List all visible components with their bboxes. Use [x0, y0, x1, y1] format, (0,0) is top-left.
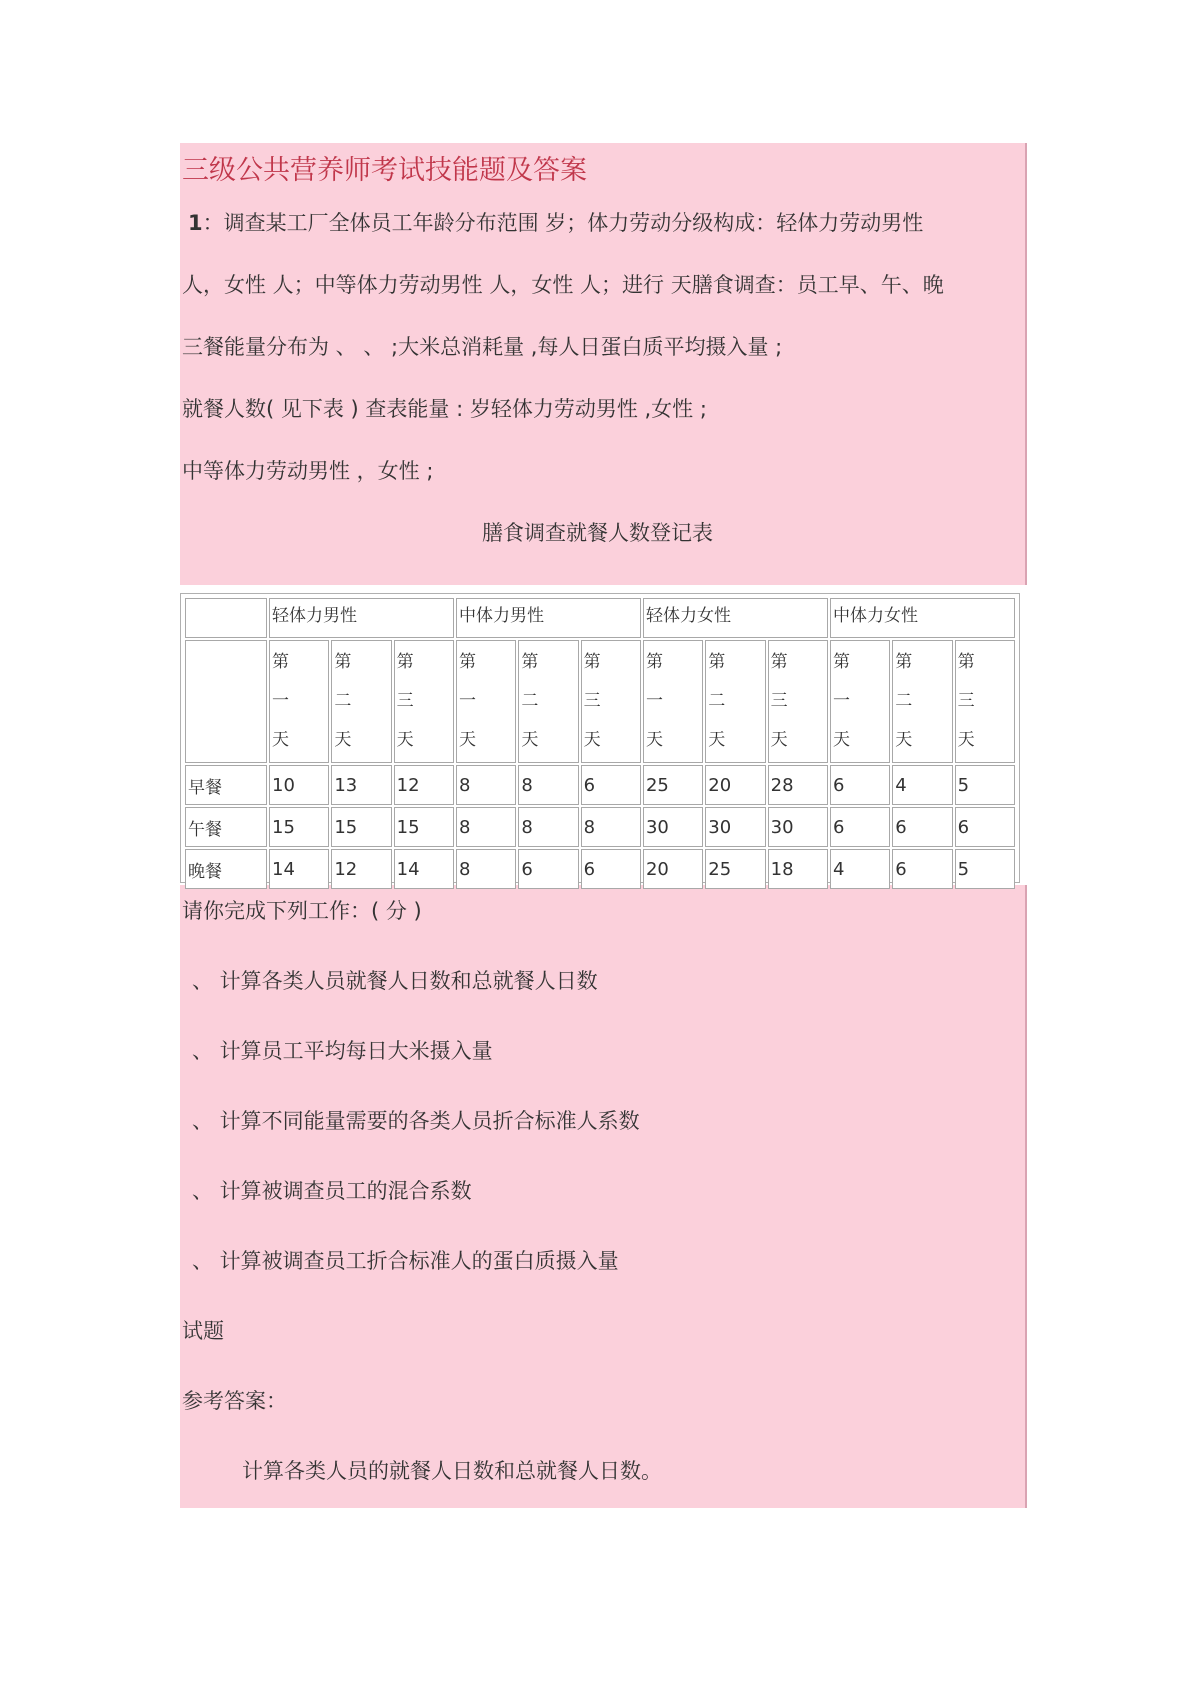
question-line-3: 三餐能量分布为 、 、 ;大米总消耗量 ,每人日蛋白质平均摄入量 ; — [182, 335, 783, 359]
tasks-intro: 请你完成下列工作：( 分 ) — [182, 899, 422, 923]
section-label: 试题 — [182, 1319, 224, 1343]
table-cell: 15 — [331, 807, 391, 847]
table-cell: 4 — [830, 849, 890, 889]
table-cell: 6 — [581, 849, 641, 889]
day-header: 第 三 天 — [394, 640, 454, 763]
table-cell: 8 — [518, 765, 578, 805]
table-cell: 12 — [331, 849, 391, 889]
day-header: 第 一 天 — [269, 640, 329, 763]
task-item: 、 计算各类人员就餐人日数和总就餐人日数 — [192, 969, 598, 993]
group-header: 轻体力女性 — [643, 598, 828, 638]
table-cell: 4 — [892, 765, 952, 805]
meal-label: 晚餐 — [185, 849, 267, 889]
table-cell: 15 — [394, 807, 454, 847]
day-header: 第 一 天 — [643, 640, 703, 763]
table-cell: 5 — [955, 765, 1015, 805]
table-cell: 30 — [643, 807, 703, 847]
group-header: 轻体力男性 — [269, 598, 454, 638]
answer-label: 参考答案： — [182, 1389, 287, 1413]
table-cell: 13 — [331, 765, 391, 805]
table-cell: 8 — [456, 807, 516, 847]
question-line-1 — [188, 208, 923, 238]
days-label-cell — [185, 640, 267, 763]
task-item: 、 计算员工平均每日大米摄入量 — [192, 1039, 493, 1063]
day-header: 第 一 天 — [456, 640, 516, 763]
table-cell: 8 — [581, 807, 641, 847]
table-cell: 10 — [269, 765, 329, 805]
answer-first-step: 计算各类人员的就餐人日数和总就餐人日数。 — [242, 1459, 662, 1483]
group-header: 中体力女性 — [830, 598, 1015, 638]
day-header: 第 二 天 — [518, 640, 578, 763]
task-item: 、 计算被调查员工折合标准人的蛋白质摄入量 — [192, 1249, 619, 1273]
table-cell: 8 — [518, 807, 578, 847]
question-line-4: 就餐人数( 见下表 ) 查表能量 : 岁轻体力劳动男性 ,女性 ; — [182, 397, 707, 421]
task-item: 、 计算不同能量需要的各类人员折合标准人系数 — [192, 1109, 640, 1133]
table-row-lunch — [185, 807, 1015, 847]
table-row-breakfast — [185, 765, 1015, 805]
table-header-row — [185, 598, 1015, 638]
day-header: 第 二 天 — [331, 640, 391, 763]
day-header: 第 三 天 — [581, 640, 641, 763]
day-header: 第 一 天 — [830, 640, 890, 763]
table-cell: 8 — [456, 849, 516, 889]
question-text-1: ：调查某工厂全体员工年龄分布范围 岁；体力劳动分级构成：轻体力劳动男性 — [202, 211, 924, 235]
table-corner-cell — [185, 598, 267, 638]
table-days-row — [185, 640, 1015, 763]
day-header: 第 三 天 — [955, 640, 1015, 763]
table-cell: 6 — [955, 807, 1015, 847]
table-cell: 5 — [955, 849, 1015, 889]
meal-registration-table — [180, 593, 1020, 883]
table-cell: 25 — [643, 765, 703, 805]
table-cell: 25 — [705, 849, 765, 889]
day-header: 第 三 天 — [768, 640, 828, 763]
table-cell: 8 — [456, 765, 516, 805]
table-cell: 18 — [768, 849, 828, 889]
table-cell: 20 — [643, 849, 703, 889]
table-row-dinner — [185, 849, 1015, 889]
table-cell: 6 — [892, 807, 952, 847]
question-line-2: 人，女性 人；中等体力劳动男性 人，女性 人；进行 天膳食调查：员工早、午、晚 — [182, 273, 944, 297]
question-number: 1 — [188, 211, 203, 235]
table-cell: 30 — [705, 807, 765, 847]
table-cell: 14 — [394, 849, 454, 889]
table-cell: 30 — [768, 807, 828, 847]
table-cell: 6 — [830, 807, 890, 847]
meal-label: 早餐 — [185, 765, 267, 805]
table-cell: 15 — [269, 807, 329, 847]
question-line-5: 中等体力劳动男性 ，女性 ; — [182, 459, 434, 483]
table-cell: 6 — [892, 849, 952, 889]
table-cell: 6 — [518, 849, 578, 889]
meal-label: 午餐 — [185, 807, 267, 847]
table-cell: 14 — [269, 849, 329, 889]
table-cell: 6 — [830, 765, 890, 805]
table-cell: 12 — [394, 765, 454, 805]
table-cell: 20 — [705, 765, 765, 805]
table-cell: 28 — [768, 765, 828, 805]
page-title: 三级公共营养师考试技能题及答案 — [182, 155, 587, 186]
table-caption: 膳食调查就餐人数登记表 — [482, 521, 713, 545]
group-header: 中体力男性 — [456, 598, 641, 638]
day-header: 第 二 天 — [705, 640, 765, 763]
task-item: 、 计算被调查员工的混合系数 — [192, 1179, 472, 1203]
day-header: 第 二 天 — [892, 640, 952, 763]
table-cell: 6 — [581, 765, 641, 805]
